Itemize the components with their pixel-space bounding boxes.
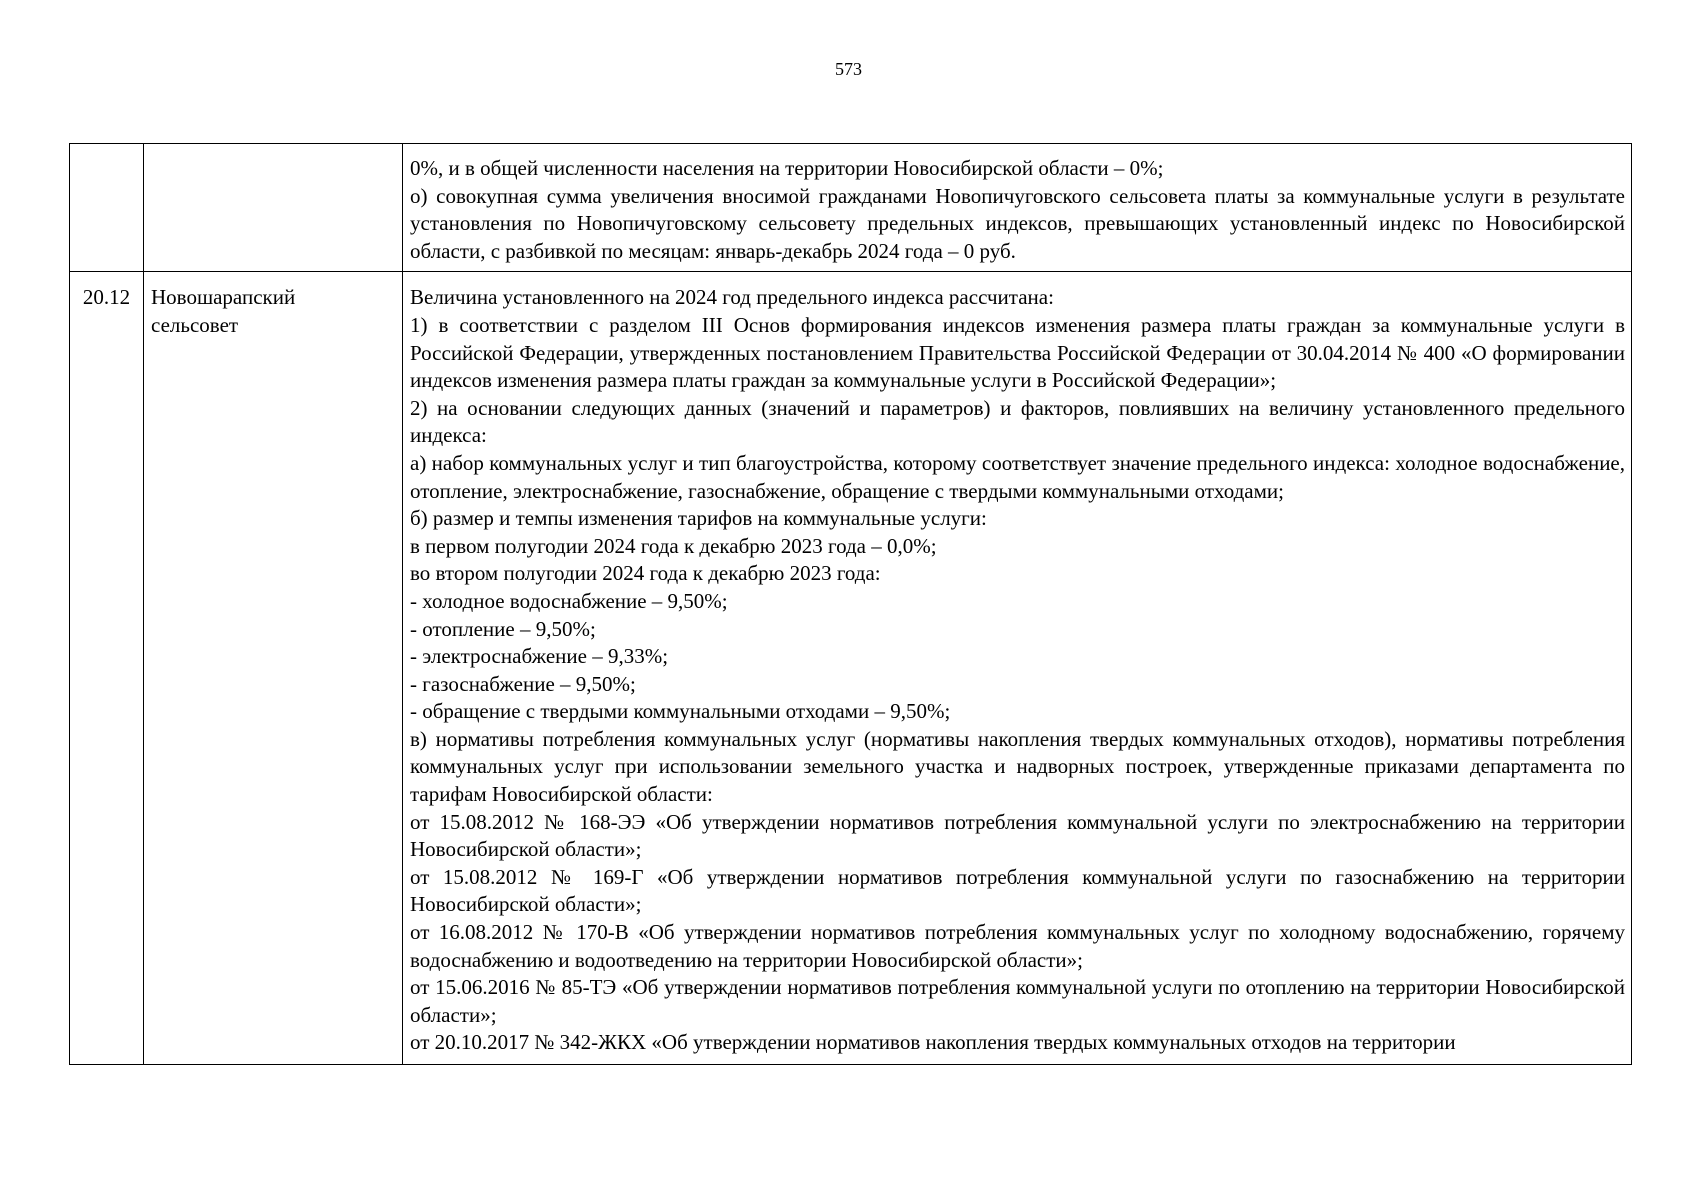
table-row [70, 272, 1632, 1065]
paragraph: в) нормативы потребления коммунальных услуг (нормативы накопления твердых коммунальных отходов), нормативы потребления коммунальных услуг при использовании земельного участка и надворных построек, утвержденные приказами департамента по тарифам Новосибирской области: [410, 726, 1625, 807]
description-cell [403, 272, 1632, 1065]
paragraph: в первом полугодии 2024 года к декабрю 2023 года – 0,0%; [410, 533, 937, 558]
settlement-name [144, 144, 402, 160]
paragraph: - газоснабжение – 9,50%; [410, 671, 636, 696]
paragraph: от 15.06.2016 № 85-ТЭ «Об утверждении нормативов потребления коммунальной услуги по отоплению на территории Новосибирской области»; [410, 975, 1625, 1027]
description-text [403, 272, 1631, 1064]
row-number [70, 144, 143, 160]
row-number: 20.12 [82, 285, 131, 310]
settlement-name-cell [144, 144, 403, 272]
paragraph: - холодное водоснабжение – 9,50%; [410, 588, 728, 613]
paragraph: от 15.08.2012 № 168-ЭЭ «Об утверждении нормативов потребления коммунальной услуги по электроснабжению на территории Новосибирской области»; [410, 809, 1625, 862]
page-number: 573 [835, 59, 862, 79]
description-cell [403, 144, 1632, 272]
row-number-cell [70, 144, 144, 272]
paragraph: о) совокупная сумма увеличения вносимой гражданами Новопичуговского сельсовета платы за коммунальные услуги в результате установления по Новопичуговскому сельсовету предельных индексов, превышающих установленный индекс по Новосибирской области, с разбивкой по месяцам: январь-декабрь 2024 года – 0 руб. [410, 183, 1625, 263]
paragraph: от 20.10.2017 № 342-ЖКХ «Об утверждении нормативов накопления твердых коммунальных отходов на территории [410, 1030, 1456, 1055]
paragraph: 0%, и в общей численности населения на территории Новосибирской области – 0%; [410, 156, 1164, 180]
document-table [69, 143, 1632, 1065]
paragraph: от 16.08.2012 № 170-В «Об утверждении нормативов потребления коммунальных услуг по холодному водоснабжению, горячему водоснабжению и водоотведению на территории Новосибирской области»; [410, 920, 1625, 972]
paragraph: - электроснабжение – 9,33%; [410, 644, 669, 669]
paragraph: во втором полугодии 2024 года к декабрю 2023 года: [410, 561, 881, 586]
table-row [70, 144, 1632, 272]
paragraph: б) размер и темпы изменения тарифов на коммунальные услуги: [410, 506, 987, 531]
paragraph: Величина установленного на 2024 год предельного индекса рассчитана: [410, 285, 1054, 310]
settlement-name [144, 272, 402, 343]
paragraph: от 15.08.2012 № 169-Г «Об утверждении нормативов потребления коммунальной услуги по газоснабжению на территории Новосибирской области»; [410, 864, 1625, 917]
paragraph: а) набор коммунальных услуг и тип благоустройства, которому соответствует значение предельного индекса: холодное водоснабжение, отопление, электроснабжение, газоснабжение, обращение с твердыми коммунальными отходами; [410, 450, 1625, 503]
paragraph: - отопление – 9,50%; [410, 616, 596, 641]
settlement-name-line: Новошарапский [151, 285, 296, 310]
paragraph: 2) на основании следующих данных (значений и параметров) и факторов, повлиявших на величину установленного предельного индекса: [410, 395, 1625, 448]
settlement-name-line: сельсовет [151, 312, 239, 337]
settlement-name-cell [144, 272, 403, 1065]
paragraph: - обращение с твердыми коммунальными отходами – 9,50%; [410, 699, 951, 724]
row-number-cell [70, 272, 144, 1065]
paragraph: 1) в соответствии с разделом III Основ формирования индексов изменения размера платы граждан за коммунальные услуги в Российской Федерации, утвержденных постановлением Правительства Российской Федерации от 30.04.2014 № 400 «О формировании индексов изменения размера платы граждан за коммунальные услуги в Российской Федерации»; [410, 312, 1625, 393]
description-text [403, 144, 1631, 271]
